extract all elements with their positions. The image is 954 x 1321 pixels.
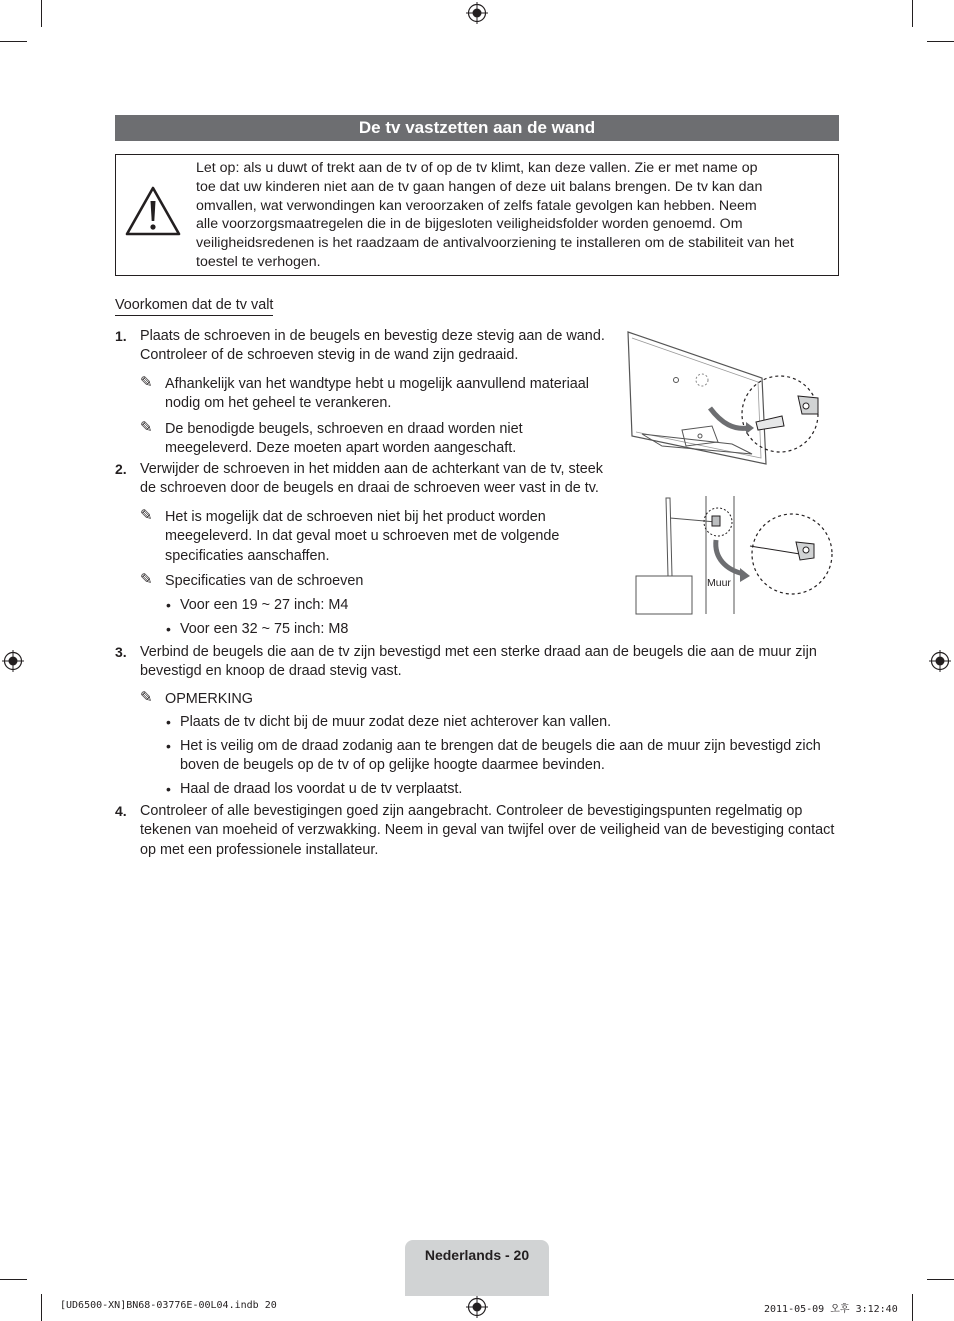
crop-mark [41,1294,42,1321]
warning-box [115,154,839,276]
wall-cord-illustration [632,492,838,616]
step-number: 4. [115,803,127,819]
crop-mark [912,1294,913,1321]
step-text: Verwijder de schroeven in het midden aan de achterkant van de tv, steek de schroeven door de beugels en draai de schroeven weer vast in de tv. [140,461,603,497]
list-item: Plaats de tv dicht bij de muur zodat deze niet achterover kan vallen. [180,714,612,730]
subheading: Voorkomen dat de tv valt [115,297,273,316]
registration-mark-icon [466,1296,488,1318]
crop-mark [927,41,954,42]
pencil-note-icon: ✎ [140,419,153,436]
step-number: 1. [115,328,127,344]
warning-text: Let op: als u duwt of trekt aan de tv of op de tv klimt, kan deze vallen. Zie er met name op toe dat uw kinderen niet aan de tv gaan hangen of deze uit balans brengen. De tv kan dan omvallen, wat verwondingen kan veroorzaken of zelfs fatale gevolgen kan hebben. Neem alle voorzorgsmaatregelen die in de bijgesloten veiligheidsfolder worden genoemd. Om veiligheidsredenen is het raadzaam de antivalvoorziening te installeren om de stabiliteit van het toestel te verhogen. [196,160,794,270]
list-item: Voor een 19 ~ 27 inch: M4 [180,597,349,613]
pencil-note-icon: ✎ [140,374,153,391]
step-text: Controleer of alle bevestigingen goed zijn aangebracht. Controleer de bevestigingspunten regelmatig op tekenen van moeheid of verzwakking. Neem in geval van twijfel over de veiligheid van de bevestiging contact op met een professionele installateur. [140,803,835,858]
list-item: Het is veilig om de draad zodanig aan te brengen dat de beugels die aan de muur zijn bevestigd zich boven de beugels op de tv of op gelijke hoogte daarmee bevinden. [180,738,821,774]
pencil-note-icon: ✎ [140,507,153,524]
registration-mark-icon [929,650,951,672]
step-number: 2. [115,461,127,477]
note-text: Het is mogelijk dat de schroeven niet bij het product worden meegeleverd. In dat geval moet u schroeven met de volgende specificaties aanschaffen. [165,509,560,564]
note-text: De benodigde beugels, schroeven en draad worden niet meegeleverd. Deze moeten apart worden aangeschaft. [165,421,523,457]
note-text: Specificaties van de schroeven [165,573,364,589]
warning-label: Let op [196,160,236,176]
bullet: • [166,621,171,637]
page-number: Nederlands - 20 [424,1247,530,1263]
crop-mark [912,0,913,27]
print-slug: [UD6500-XN]BN68-03776E-00L04.indb 20 [60,1300,277,1311]
list-item: Voor een 32 ~ 75 inch: M8 [180,621,349,637]
crop-mark [41,0,42,27]
registration-mark-icon [466,2,488,24]
bullet: • [166,714,171,730]
tv-bracket-illustration [622,326,836,472]
pencil-note-icon: ✎ [140,571,153,588]
note-text: Afhankelijk van het wandtype hebt u mogelijk aanvullend materiaal nodig om het geheel te verankeren. [165,376,589,412]
bullet: • [166,738,171,754]
wall-label: Muur [707,577,731,589]
warning-triangle-icon [124,185,182,237]
step-text: Plaats de schroeven in de beugels en bevestig deze stevig aan de wand. Controleer of de schroeven stevig in de wand zijn gedraaid. [140,328,605,364]
registration-mark-icon [2,650,24,672]
step-text: Verbind de beugels die aan de tv zijn bevestigd met een sterke draad aan de beugels die aan de muur zijn bevestigd en knoop de draad stevig vast. [140,644,817,680]
crop-mark [0,1279,27,1280]
bullet: • [166,781,171,797]
crop-mark [927,1279,954,1280]
print-timestamp: 2011-05-09 오후 3:12:40 [764,1304,898,1315]
bullet: • [166,597,171,613]
crop-mark [0,41,27,42]
list-item: Haal de draad los voordat u de tv verplaatst. [180,781,463,797]
section-title: De tv vastzetten aan de wand [115,115,839,141]
note-heading: OPMERKING [165,691,253,707]
pencil-note-icon: ✎ [140,689,153,706]
step-number: 3. [115,644,127,660]
